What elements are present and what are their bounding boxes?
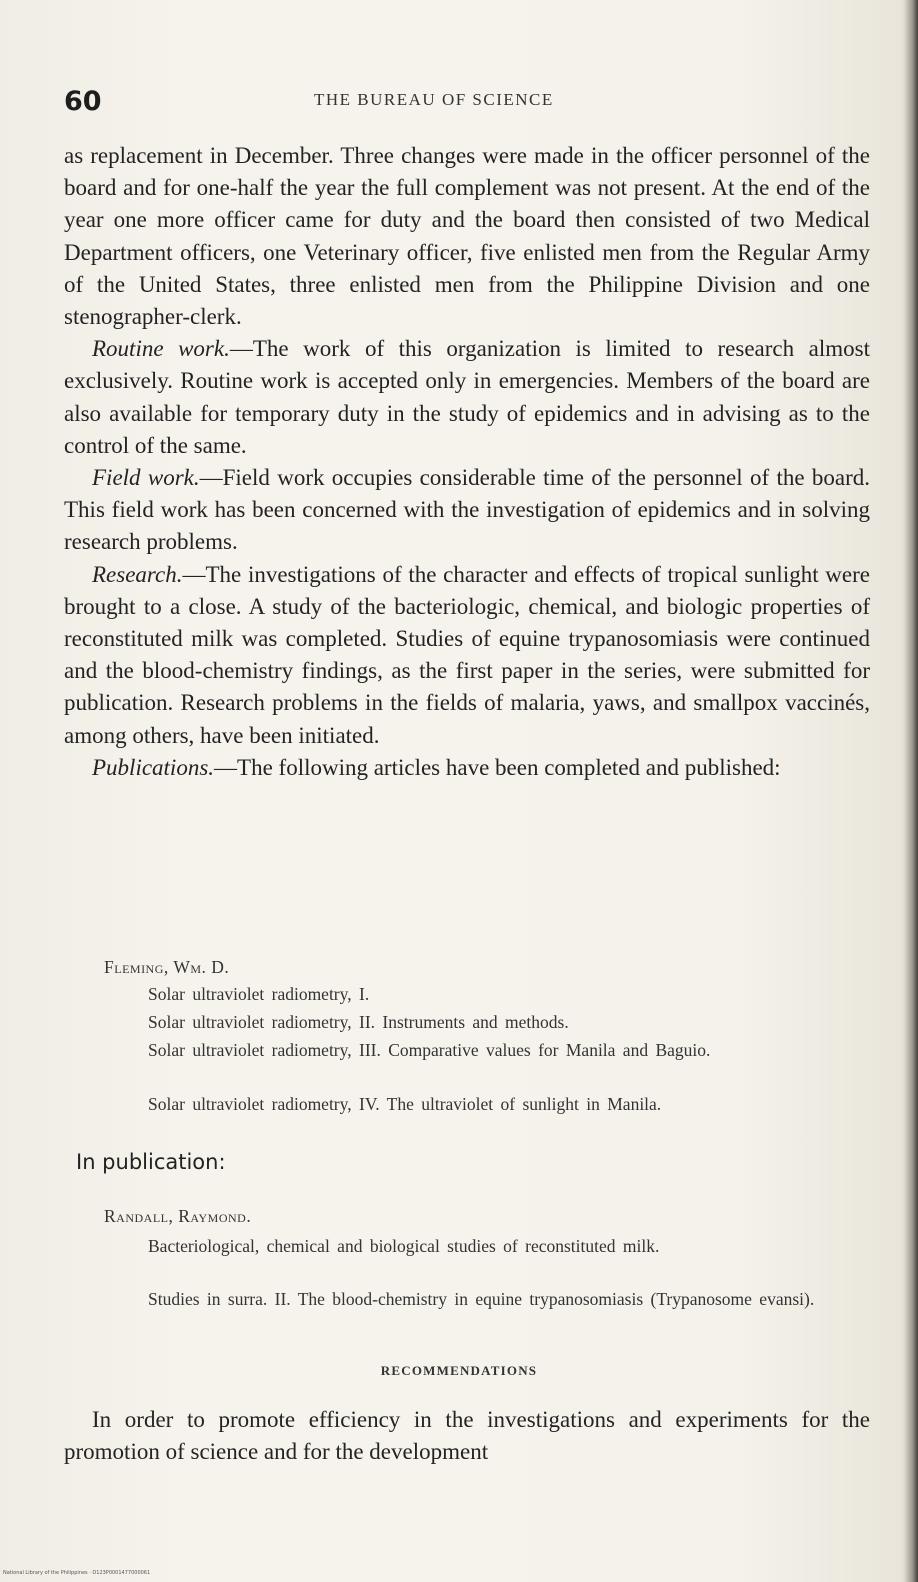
reference-item: Solar ultraviolet radiometry, IV. The ultraviolet of sunlight in Manila. xyxy=(148,1094,662,1114)
reference-item: Solar ultraviolet radiometry, III. Comparative values for Manila and Baguio. xyxy=(148,1040,711,1060)
paragraph-publications xyxy=(64,752,870,784)
body-text xyxy=(64,140,870,784)
runin-heading: Research. xyxy=(92,561,183,587)
paragraph-text: —Field work occupies considerable time of the personnel of the board. This field work has been concerned with the investigation of epidemics and in solving research problems. xyxy=(64,465,870,555)
runin-heading: Publications. xyxy=(92,754,215,780)
page-footer: National Library of the Philippines · D123P0001477000061 xyxy=(3,1570,151,1576)
reference-item: Solar ultraviolet radiometry, II. Instruments and methods. xyxy=(148,1012,569,1032)
paragraph-routine-work xyxy=(64,333,870,462)
paragraph-research xyxy=(64,559,870,752)
paragraph-personnel xyxy=(64,140,870,333)
reference-author: Randall, Raymond. xyxy=(104,1206,252,1226)
reference-item: Solar ultraviolet radiometry, I. xyxy=(148,984,370,1004)
in-publication-heading: In publication: xyxy=(76,1150,226,1174)
paragraph-text: —The following articles have been completed and published: xyxy=(214,754,781,780)
page-header xyxy=(64,86,864,120)
running-head: THE BUREAU OF SCIENCE xyxy=(314,90,554,109)
reference-item: Bacteriological, chemical and biological studies of reconstituted milk. xyxy=(148,1236,660,1256)
section-title: RECOMMENDATIONS xyxy=(380,1363,538,1378)
runin-heading: Field work. xyxy=(92,465,200,491)
paragraph-text: —The investigations of the character and effects of tropical sunlight were brought to a close. A study of the bacteriologic, chemical, and biologic properties of reconstituted milk was completed. Studies of equine trypanosomiasis were continued and the blood-chemistry findings, as the first paper in the series, were submitted for publication. Research problems in the fields of malaria, yaws, and smallpox vaccinés, among others, have been initiated. xyxy=(64,561,870,748)
reference-item: Studies in surra. II. The blood-chemistry in equine trypanosomiasis (Trypanosome evansi). xyxy=(148,1289,815,1309)
paragraph-text: —The work of this organization is limited to research almost exclusively. Routine work is accepted only in emergencies. Members of the board are also available for temporary duty in the study of epidemics and in advising as to the control of the same. xyxy=(64,336,871,458)
page-edge-shadow xyxy=(904,0,918,1582)
paragraph-field-work xyxy=(64,462,870,559)
paragraph-text: as replacement in December. Three changes were made in the officer personnel of the board and for one-half the year the full complement was not present. At the end of the year one more officer came for duty and the board then consisted of two Medical Department officers, one Veterinary officer, five enlisted men from the Regular Army of the United States, three enlisted men from the Philippine Division and one stenographer-clerk. xyxy=(64,143,870,330)
page-number: 60 xyxy=(64,86,102,117)
reference-author: Fleming, Wm. D. xyxy=(104,957,230,977)
runin-heading: Routine work. xyxy=(92,336,230,362)
recommendations-paragraph: In order to promote efficiency in the investigations and experiments for the promotion of science and for the development xyxy=(64,1407,870,1464)
